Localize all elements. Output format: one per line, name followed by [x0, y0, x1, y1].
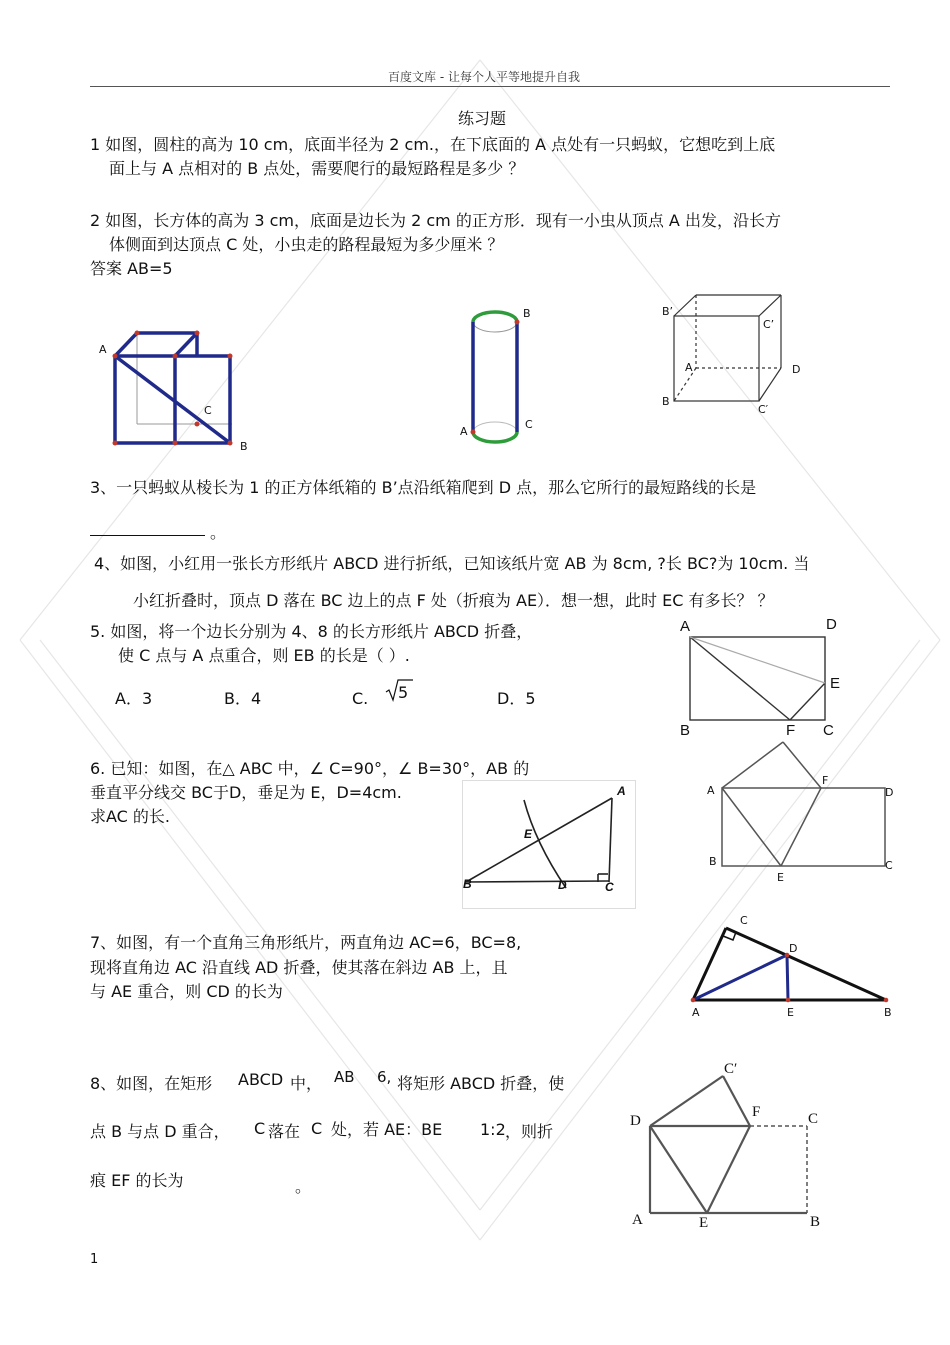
question-2-answer: 答案 AB=5	[90, 259, 173, 278]
question-3-end: 。	[210, 523, 227, 542]
question-7-line-1: 7、如图，有一个直角三角形纸片，两直角边 AC=6，BC=8,	[90, 933, 522, 952]
label-cube-d: D	[792, 363, 801, 376]
label-fig8-c: C	[808, 1111, 819, 1127]
option-b: B．4	[224, 689, 262, 708]
question-1-line-2: 面上与 A 点相对的 B 点处，需要爬行的最短路程是多少 ？	[109, 159, 525, 178]
question-8-part-1: 8、如图，在矩形	[90, 1074, 213, 1093]
question-8-line-2f: 1:2	[480, 1120, 506, 1139]
label-fig7-e: E	[787, 1006, 794, 1019]
question-4-line-2: 小红折叠时，顶点 D 落在 BC 边上的点 F 处（折痕为 AE）．想一想，此时 EC 有多长？ ？	[133, 591, 774, 610]
question-8-part-1c: 中，	[290, 1074, 323, 1093]
label-cyl-c: C	[525, 418, 533, 431]
question-8-line-2c: 落在	[268, 1122, 301, 1141]
label-fig8-f: F	[752, 1104, 761, 1120]
label-cube-b: B	[662, 395, 670, 408]
label-box-b: B	[240, 440, 248, 453]
question-8-part-1f: 将矩形 ABCD 折叠，使	[397, 1074, 565, 1093]
label-fig6-c: C	[605, 880, 614, 894]
question-8-line-3a: 痕 EF 的长为	[90, 1171, 184, 1190]
question-8-line-2d: C	[311, 1119, 323, 1138]
question-8-line-2b: C	[254, 1119, 266, 1138]
label-fig5-f: F	[822, 774, 829, 787]
question-8-line-3b: 。	[295, 1177, 312, 1196]
page-number: 1	[90, 1252, 99, 1267]
label-box-c: C	[204, 404, 212, 417]
label-fig5-d: D	[885, 786, 894, 799]
header-divider	[90, 86, 890, 87]
question-8-part-1d: AB	[334, 1068, 355, 1086]
label-fig4-b: B	[680, 722, 691, 739]
label-fig5-c: C	[885, 859, 893, 872]
label-fig4-f: F	[786, 722, 796, 739]
question-2-line-2: 体侧面到达顶点 C 处，小虫走的路程最短为多少厘米 ？	[109, 235, 504, 254]
question-7-line-3: 与 AE 重合，则 CD 的长为	[90, 982, 283, 1001]
question-6-line-1: 6. 已知：如图，在△ ABC 中，∠ C=90°，∠ B=30°，AB 的	[90, 759, 530, 778]
figure-rectangle-fold-q8	[640, 1060, 820, 1220]
label-fig8-c-prime: C′	[724, 1061, 738, 1077]
figure-right-triangle	[688, 920, 893, 1010]
option-a: A．3	[115, 689, 153, 708]
question-5-line-1: 5. 如图，将一个边长分别为 4、8 的长方形纸片 ABCD 折叠，	[90, 622, 533, 641]
question-8-part-1b: ABCD	[238, 1070, 284, 1089]
option-c: C.	[352, 689, 369, 708]
label-fig4-a: A	[680, 618, 691, 635]
label-fig7-d: D	[789, 942, 798, 955]
answer-blank-line	[90, 535, 205, 536]
label-fig7-a: A	[692, 1006, 700, 1019]
label-fig6-e: E	[524, 827, 533, 841]
option-d: D．5	[497, 689, 536, 708]
question-7-line-2: 现将直角边 AC 沿直线 AD 折叠，使其落在斜边 AB 上，且	[90, 958, 508, 977]
label-fig6-a: A	[617, 784, 626, 798]
figure-fold-rectangle	[715, 738, 895, 873]
question-8-line-2g: ，则折	[505, 1122, 554, 1141]
label-cube-b-prime: B’	[662, 305, 674, 318]
option-c-value: 5	[398, 683, 409, 702]
question-6-line-3: 求AC 的长.	[90, 807, 171, 826]
figure-box-diagonal	[95, 325, 255, 455]
question-3-line-1: 3、一只蚂蚁从棱长为 1 的正方体纸箱的 B’点沿纸箱爬到 D 点，那么它所行的最短路线的长是	[90, 478, 757, 497]
label-fig5-a: A	[707, 784, 715, 797]
question-5-line-2: 使 C 点与 A 点重合，则 EB 的长是（ ）.	[118, 646, 410, 665]
question-6-line-2: 垂直平分线交 BC于D，垂足为 E，D=4cm.	[90, 783, 402, 802]
figure-cube	[665, 290, 795, 410]
label-fig6-b: B	[463, 877, 472, 891]
label-fig7-b: B	[884, 1006, 892, 1019]
label-cyl-b: B	[523, 307, 531, 320]
page-title: 练习题	[458, 109, 507, 128]
label-fig7-c: C	[740, 914, 748, 927]
label-fig8-e: E	[699, 1215, 709, 1231]
label-fig4-d: D	[826, 616, 837, 633]
label-fig6-d: D	[558, 878, 567, 892]
question-4-line-1: 4、如图，小红用一张长方形纸片 ABCD 进行折纸，已知该纸片宽 AB 为 8cm, ?长 BC?为 10cm. 当	[94, 554, 810, 573]
label-box-a: A	[99, 343, 107, 356]
label-fig8-a: A	[632, 1212, 643, 1228]
label-fig8-b: B	[810, 1214, 821, 1230]
question-2-line-1: 2 如图，长方体的高为 3 cm，底面是边长为 2 cm 的正方形．现有一小虫从顶点 A 出发，沿长方	[90, 211, 781, 230]
question-8-line-2e: 处，若 AE：BE	[331, 1120, 443, 1139]
label-fig5-e: E	[777, 871, 784, 884]
label-cyl-a: A	[460, 425, 468, 438]
page-header: 百度文库 - 让每个人平等地提升自我	[388, 70, 580, 84]
label-cube-c-prime-2: C′	[758, 403, 769, 416]
label-fig8-d: D	[630, 1113, 641, 1129]
figure-rectangle-fold	[685, 630, 835, 730]
label-fig4-e: E	[830, 675, 841, 692]
question-8-part-1e: 6,	[377, 1068, 392, 1086]
question-8-line-2a: 点 B 与点 D 重合，	[90, 1122, 230, 1141]
label-cube-c-prime: C’	[763, 318, 775, 331]
label-cube-a: A	[685, 361, 693, 374]
label-fig4-c: C	[823, 722, 834, 739]
label-fig5-b: B	[709, 855, 717, 868]
question-1-line-1: 1 如图，圆柱的高为 10 cm，底面半径为 2 cm.，在下底面的 A 点处有一只蚂蚁，它想吃到上底	[90, 135, 776, 154]
